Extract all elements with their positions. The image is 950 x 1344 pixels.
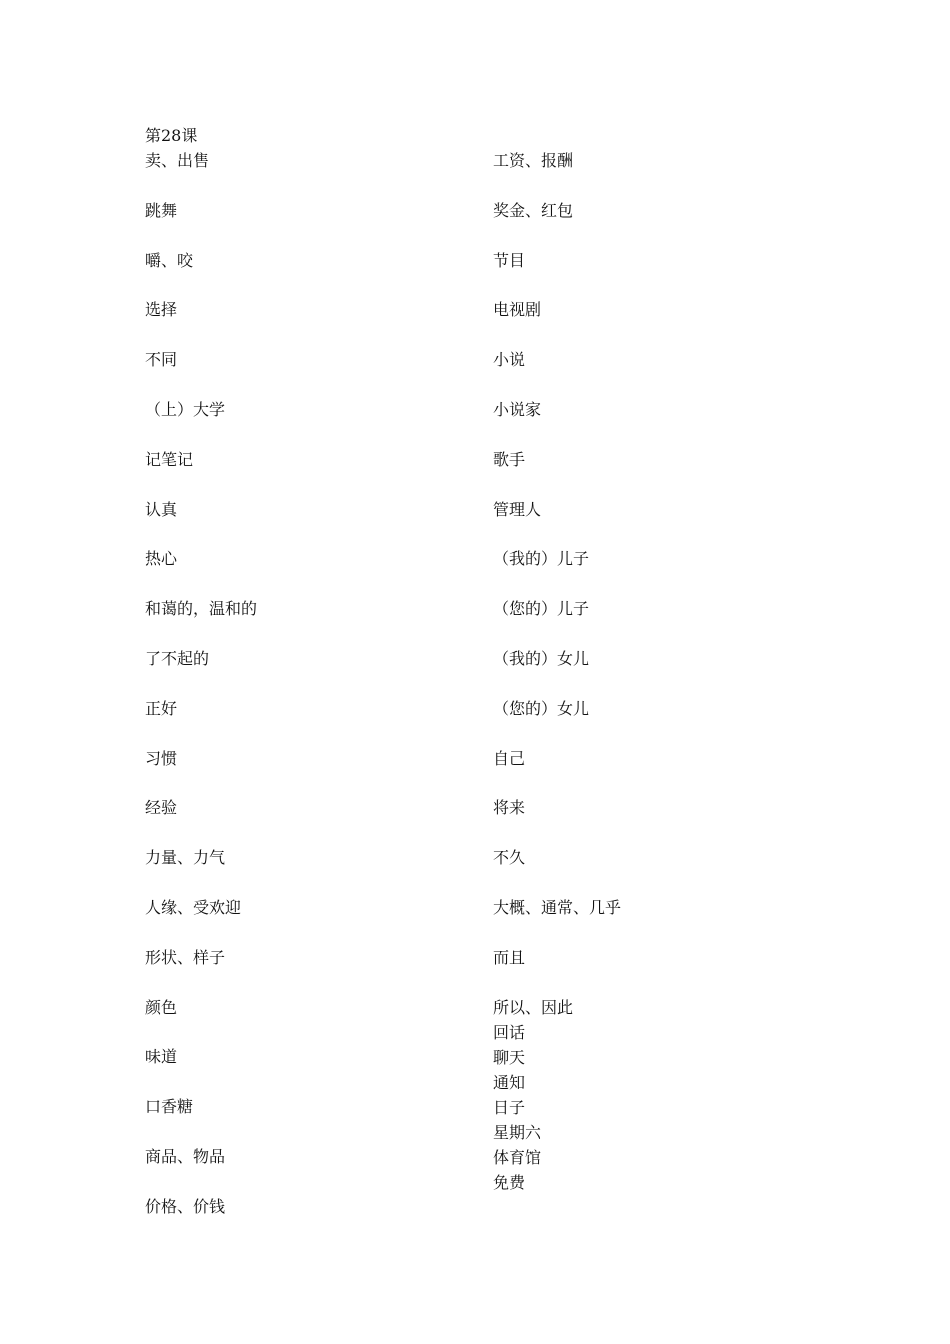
vocab-item: 了不起的 [145, 648, 210, 668]
vocab-item: 经验 [145, 798, 178, 818]
vocab-item: 星期六 [493, 1122, 542, 1142]
vocab-item: 形状、样子 [145, 947, 226, 967]
vocab-item: 通知 [493, 1072, 526, 1092]
vocab-item: 商品、物品 [145, 1146, 226, 1166]
vocab-item: 小说 [493, 350, 526, 370]
vocab-item: 不久 [493, 848, 526, 868]
vocab-item: 跳舞 [145, 200, 178, 220]
vocab-item: 工资、报酬 [493, 151, 574, 170]
vocab-item: 正好 [145, 698, 178, 718]
vocab-item: 体育馆 [493, 1147, 542, 1167]
vocab-item: （我的）女儿 [493, 648, 590, 668]
vocab-item: 节目 [493, 250, 526, 270]
vocab-item: 管理人 [493, 499, 542, 519]
vocab-item: 卖、出售 [145, 151, 210, 170]
vocab-item: 将来 [493, 798, 526, 818]
vocab-column-right [493, 150, 621, 1194]
vocab-item: 回话 [493, 1022, 526, 1042]
vocab-item: 自己 [493, 748, 526, 768]
vocab-item: 颜色 [145, 997, 178, 1017]
vocab-item: （您的）女儿 [493, 698, 590, 718]
vocab-item: 嚼、咬 [145, 250, 194, 270]
vocab-item: 选择 [145, 300, 178, 320]
vocab-item: 认真 [145, 499, 178, 519]
vocab-item: 歌手 [493, 449, 526, 469]
vocab-item: 电视剧 [493, 300, 542, 320]
vocab-item: 大概、通常、几乎 [493, 897, 622, 917]
vocab-item: 记笔记 [145, 449, 194, 469]
vocab-item: 奖金、红包 [493, 200, 574, 220]
vocab-item: 而且 [493, 947, 526, 967]
vocab-item: 习惯 [145, 748, 178, 768]
vocab-item: （上）大学 [145, 399, 226, 419]
vocab-item: （您的）儿子 [493, 599, 590, 619]
vocab-column-left [145, 150, 257, 1218]
vocab-item: 免费 [493, 1172, 526, 1192]
vocab-item: 和蔼的，温和的 [145, 599, 258, 619]
vocab-item: 聊天 [493, 1047, 526, 1067]
vocab-item: 热心 [145, 549, 178, 569]
vocab-item: 口香糖 [145, 1097, 194, 1117]
vocab-item: （我的）儿子 [493, 549, 590, 569]
vocab-item: 不同 [145, 350, 178, 370]
vocab-item: 所以、因此 [493, 997, 574, 1017]
lesson-title: 第28课 [145, 126, 198, 145]
vocab-item: 小说家 [493, 399, 542, 419]
vocab-item: 力量、力气 [145, 848, 226, 868]
vocab-item: 味道 [145, 1047, 178, 1067]
vocab-item: 日子 [493, 1097, 526, 1117]
vocab-item: 价格、价钱 [145, 1196, 226, 1216]
vocab-item: 人缘、受欢迎 [145, 897, 242, 917]
